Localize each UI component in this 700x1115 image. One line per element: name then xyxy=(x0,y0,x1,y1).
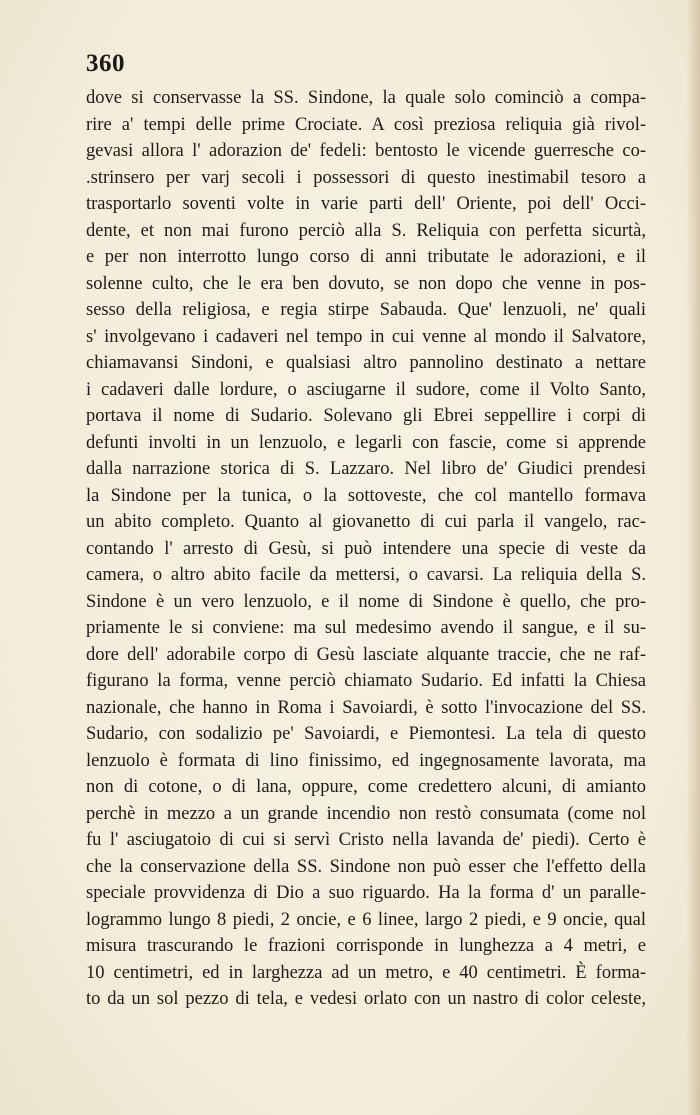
text-line: speciale provvidenza di Dio a suo riguardo. Ha la forma d' un paralle- xyxy=(86,883,646,903)
text-line: non di cotone, o di lana, oppure, come credettero alcuni, di amianto xyxy=(86,777,646,797)
text-line: priamente le si conviene: ma sul medesimo avendo il sangue, e il su- xyxy=(86,618,646,638)
text-line: lenzuolo è formata di lino finissimo, ed ingegnosamente lavorata, ma xyxy=(86,750,646,771)
text-line: Sudario, con sodalizio pe' Savoiardi, e Piemontesi. La tela di questo xyxy=(86,724,646,744)
text-line: dove si conservasse la SS. Sindone, la quale solo cominciò a compa- xyxy=(86,88,646,108)
text-line: trasportarlo soventi volte in varie parti dell' Oriente, poi dell' Occi- xyxy=(86,194,646,214)
text-line: sesso della religiosa, e regia stirpe Sabauda. Que' lenzuoli, ne' quali xyxy=(86,300,646,320)
text-line: perchè in mezzo a un grande incendio non restò consumata (come nol xyxy=(86,803,646,824)
text-line: i cadaveri dalle lordure, o asciugarne il sudore, come il Volto Santo, xyxy=(86,379,646,400)
text-line: Sindone è un vero lenzuolo, e il nome di Sindone è quello, che pro- xyxy=(86,591,646,612)
text-line: camera, o altro abito facile da mettersi, o cavarsi. La reliquia della S. xyxy=(86,565,646,585)
text-line: rire a' tempi delle prime Crociate. A così preziosa reliquia già rivol- xyxy=(86,114,646,135)
page-number: 360 xyxy=(86,50,125,77)
text-line: .strinsero per varj secoli i possessori di questo inestimabil tesoro a xyxy=(86,167,646,188)
text-line: to da un sol pezzo di tela, e vedesi orlato con un nastro di color celeste, xyxy=(86,989,646,1009)
page-edge-shadow xyxy=(686,0,700,1115)
text-line: dore dell' adorabile corpo di Gesù lasciate alquante traccie, che ne raf- xyxy=(86,644,646,665)
text-line: che la conservazione della SS. Sindone non può esser che l'effetto della xyxy=(86,856,646,877)
text-line: contando l' arresto di Gesù, si può intendere una specie di veste da xyxy=(86,538,646,559)
text-line: portava il nome di Sudario. Solevano gli Ebrei seppellire i corpi di xyxy=(86,406,646,426)
body-text xyxy=(86,85,646,1013)
text-line: defunti involti in un lenzuolo, e legarli con fascie, come si apprende xyxy=(86,432,646,453)
text-line: 10 centimetri, ed in larghezza ad un metro, e 40 centimetri. È forma- xyxy=(86,962,646,983)
text-line: dente, et non mai furono perciò alla S. Reliquia con perfetta sicurtà, xyxy=(86,220,646,241)
text-line: solenne culto, che le era ben dovuto, se non dopo che venne in pos- xyxy=(86,273,646,294)
text-line: s' involgevano i cadaveri nel tempo in cui venne al mondo il Salvatore, xyxy=(86,326,646,347)
text-line: dalla narrazione storica di S. Lazzaro. Nel libro de' Giudici prendesi xyxy=(86,459,646,479)
text-line: figurano la forma, venne perciò chiamato Sudario. Ed infatti la Chiesa xyxy=(86,671,646,691)
text-line: logrammo lungo 8 piedi, 2 oncie, e 6 linee, largo 2 piedi, e 9 oncie, qual xyxy=(86,909,646,930)
text-line: e per non interrotto lungo corso di anni tributate le adorazioni, e il xyxy=(86,247,646,267)
text-line: gevasi allora l' adorazion de' fedeli: bentosto le vicende guerresche co- xyxy=(86,141,646,161)
text-line: chiamavansi Sindoni, e qualsiasi altro pannolino destinato a nettare xyxy=(86,353,646,373)
text-line: misura trascurando le frazioni corrisponde in lunghezza a 4 metri, e xyxy=(86,936,646,956)
text-line: fu l' asciugatoio di cui si servì Cristo nella lavanda de' piedi). Certo è xyxy=(86,830,646,850)
text-line: un abito completo. Quanto al giovanetto di cui parla il vangelo, rac- xyxy=(86,512,646,532)
text-line: nazionale, che hanno in Roma i Savoiardi, è sotto l'invocazione del SS. xyxy=(86,697,646,718)
text-line: la Sindone per la tunica, o la sottoveste, che col mantello formava xyxy=(86,485,646,506)
